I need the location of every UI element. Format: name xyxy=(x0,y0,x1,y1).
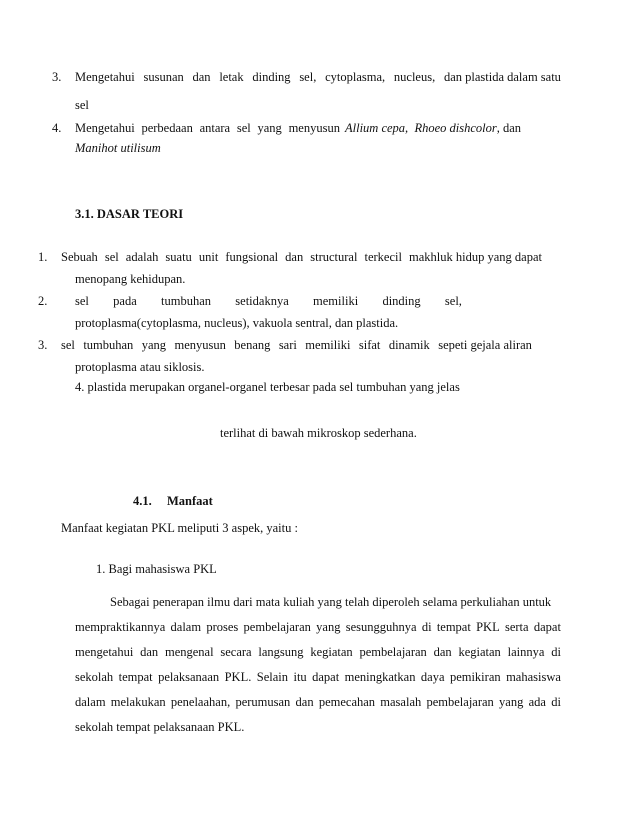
word: menyusun xyxy=(288,121,340,135)
word: sel xyxy=(75,294,89,308)
word: dan xyxy=(140,645,159,659)
word: tumbuhan xyxy=(83,338,134,352)
word: Selain xyxy=(256,670,289,684)
word: pembelajaran xyxy=(426,695,494,709)
word: pemecahan xyxy=(318,695,376,709)
teori-2-number: 2. xyxy=(38,294,48,308)
teori-1-line1 xyxy=(61,250,542,265)
word: fungsional xyxy=(225,250,279,264)
manfaat-sub1: 1. Bagi mahasiswa PKL xyxy=(96,562,217,576)
word: dalam xyxy=(170,620,202,634)
word: di xyxy=(551,645,561,659)
word: pembelajaran xyxy=(359,645,427,659)
word: lainnya xyxy=(507,645,545,659)
word: sel, xyxy=(299,70,317,84)
species-manihot: Manihot utilisum xyxy=(75,141,161,155)
word: mahasiswa xyxy=(506,670,561,684)
word: dinding xyxy=(382,294,421,308)
teori-3-number: 3. xyxy=(38,338,48,352)
word: structural xyxy=(310,250,358,264)
word: perbedaan xyxy=(141,121,193,135)
teori-3-line2: protoplasma atau siklosis. xyxy=(75,360,205,374)
paragraph-line-3 xyxy=(75,645,561,660)
word: letak xyxy=(219,70,244,84)
word: dapat xyxy=(533,620,561,634)
paragraph-line-1: Sebagai penerapan ilmu dari mata kuliah yang telah diperoleh selama perkuliahan untuk xyxy=(110,595,552,609)
teori-1-line2: menopang kehidupan. xyxy=(75,272,186,286)
objective-4-tail: , dan xyxy=(496,121,522,135)
word: dan xyxy=(433,645,452,659)
word: pemikiran xyxy=(449,670,501,684)
word: PKL. xyxy=(224,670,252,684)
teori-4-line: 4. plastida merupakan organel-organel terbesar pada sel tumbuhan yang jelas xyxy=(75,380,460,394)
word: yang xyxy=(141,338,167,352)
word: dan xyxy=(192,70,211,84)
word: sepeti gejala aliran xyxy=(438,338,532,352)
paragraph-line-5 xyxy=(75,695,561,710)
word: tempat xyxy=(118,670,153,684)
objective-3-line1 xyxy=(75,70,561,85)
word: perumusan xyxy=(235,695,291,709)
word: Mengetahui xyxy=(75,121,135,135)
word: sel, xyxy=(444,294,462,308)
word: sekolah xyxy=(75,670,114,684)
word: meningkatkan xyxy=(344,670,416,684)
word: sari xyxy=(278,338,297,352)
word: antara xyxy=(199,121,231,135)
paragraph-line-6: sekolah tempat pelaksanaan PKL. xyxy=(75,720,245,734)
objective-4-species-line xyxy=(345,121,521,136)
word: makhluk hidup yang dapat xyxy=(409,250,542,264)
word: mengetahui xyxy=(75,645,134,659)
word: proses xyxy=(206,620,239,634)
species-allium: Allium cepa, xyxy=(345,121,409,135)
word: yang xyxy=(499,695,524,709)
objective-3-number: 3. xyxy=(52,70,62,84)
word: pelaksanaan xyxy=(158,670,220,684)
paragraph-line-2 xyxy=(75,620,561,635)
teori-2-line1 xyxy=(75,294,462,309)
word: pada xyxy=(113,294,137,308)
manfaat-number: 4.1. xyxy=(133,494,152,508)
teori-2-line2: protoplasma(cytoplasma, nucleus), vakuola sentral, dan plastida. xyxy=(75,316,399,330)
word: Mengetahui xyxy=(75,70,135,84)
word: memiliki xyxy=(305,338,351,352)
teori-3-line1 xyxy=(61,338,532,353)
dasar-teori-heading: 3.1. DASAR TEORI xyxy=(75,207,184,221)
word: dan plastida dalam satu xyxy=(443,70,561,84)
word: adalah xyxy=(125,250,159,264)
word: mempraktikannya xyxy=(75,620,166,634)
word: yang xyxy=(257,121,282,135)
objective-3-line2: sel xyxy=(75,98,89,112)
word: menyusun xyxy=(174,338,226,352)
word: serta xyxy=(504,620,529,634)
word: kegiatan xyxy=(458,645,501,659)
word: nucleus, xyxy=(393,70,436,84)
word: sel xyxy=(236,121,251,135)
word: langsung xyxy=(258,645,304,659)
word: dinamik xyxy=(388,338,430,352)
word: itu xyxy=(293,670,307,684)
word: dan xyxy=(285,250,304,264)
teori-4-continuation: terlihat di bawah mikroskop sederhana. xyxy=(220,426,417,440)
word: sel xyxy=(61,338,75,352)
teori-1-number: 1. xyxy=(38,250,48,264)
word: penelaahan, xyxy=(170,695,231,709)
word: melakukan xyxy=(110,695,166,709)
word: tempat xyxy=(436,620,471,634)
objective-4-number: 4. xyxy=(52,121,62,135)
word: secara xyxy=(220,645,252,659)
word: sel xyxy=(104,250,119,264)
word: sifat xyxy=(358,338,381,352)
objective-4-line1-words xyxy=(75,121,340,136)
word: di xyxy=(421,620,432,634)
word: dapat xyxy=(312,670,340,684)
word: pembelajaran xyxy=(243,620,311,634)
word: di xyxy=(551,695,561,709)
word: benang xyxy=(234,338,271,352)
word: yang xyxy=(316,620,341,634)
manfaat-heading: Manfaat xyxy=(167,494,213,508)
word: ada xyxy=(528,695,546,709)
word: daya xyxy=(420,670,445,684)
word: mengenal xyxy=(164,645,214,659)
word: dalam xyxy=(75,695,106,709)
word: suatu xyxy=(165,250,192,264)
word: PKL xyxy=(476,620,500,634)
word: masalah xyxy=(380,695,422,709)
word: kegiatan xyxy=(310,645,353,659)
word: memiliki xyxy=(313,294,359,308)
species-rhoeo: Rhoeo dishcolor xyxy=(414,121,497,135)
word: unit xyxy=(198,250,219,264)
word: setidaknya xyxy=(235,294,289,308)
word: dan xyxy=(295,695,314,709)
word: susunan xyxy=(143,70,184,84)
paragraph-line-4 xyxy=(75,670,561,685)
manfaat-intro: Manfaat kegiatan PKL meliputi 3 aspek, yaitu : xyxy=(61,521,298,535)
word: tumbuhan xyxy=(161,294,212,308)
word: cytoplasma, xyxy=(325,70,386,84)
word: dinding xyxy=(252,70,291,84)
word: Sebuah xyxy=(61,250,98,264)
word: terkecil xyxy=(364,250,402,264)
word: sesungguhnya xyxy=(345,620,417,634)
